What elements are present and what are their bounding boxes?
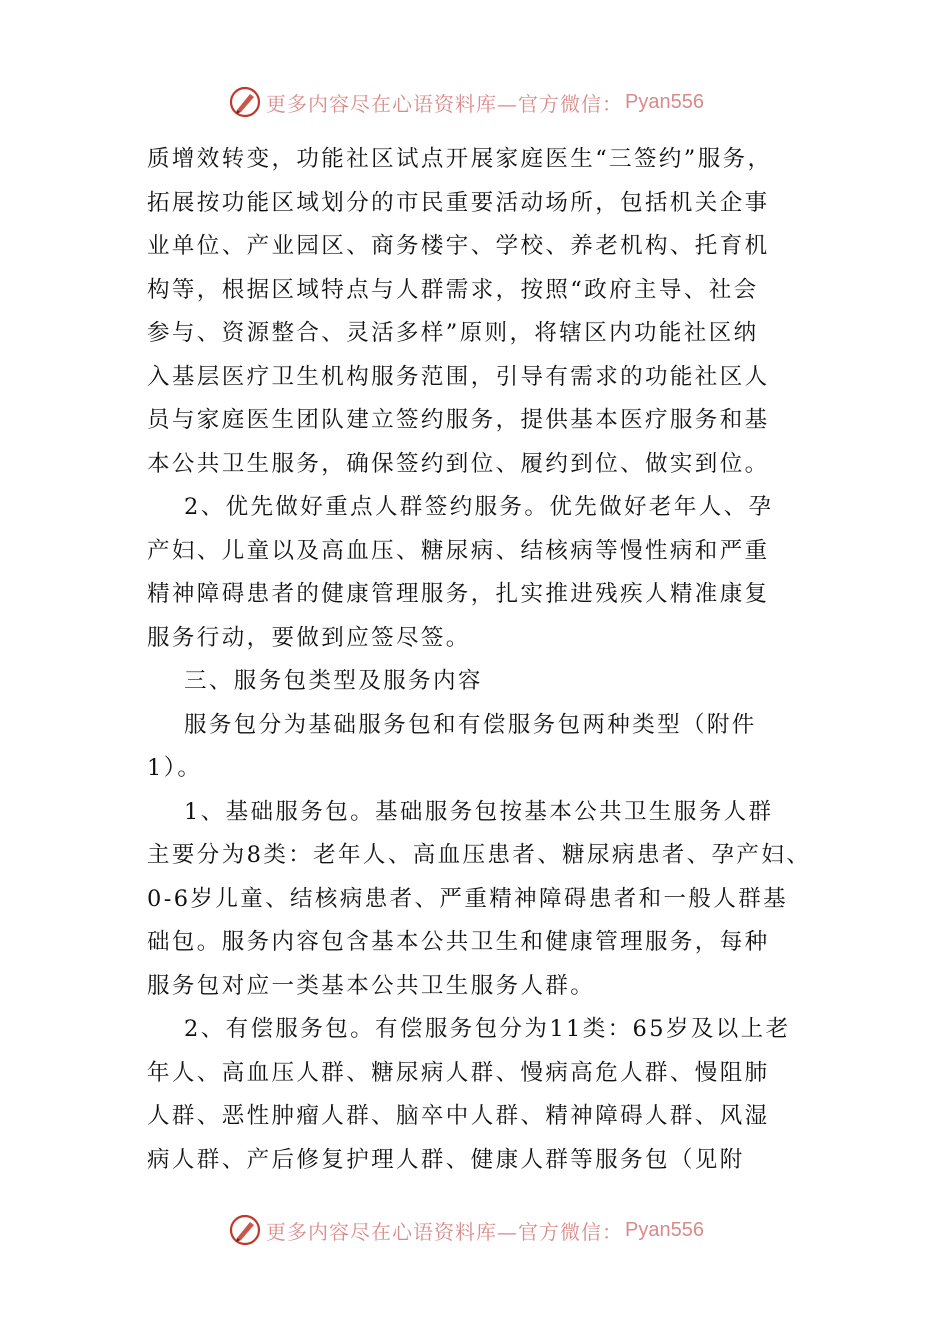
- watermark-wechat-id: Pyan556: [625, 90, 704, 113]
- text-line: 产妇、儿童以及高血压、糖尿病、结核病等慢性病和严重: [147, 537, 770, 564]
- text-line: 拓展按功能区域划分的市民重要活动场所，包括机关企事: [147, 189, 770, 216]
- document-body: [147, 138, 812, 1182]
- text-line: 1）。: [147, 755, 203, 781]
- text-line: 主要分为8类：老年人、高血压患者、糖尿病患者、孕产妇、: [147, 842, 812, 868]
- text-line: 构等，根据区域特点与人群需求，按照“政府主导、社会: [147, 276, 759, 303]
- text-line: 0-6岁儿童、结核病患者、严重精神障碍患者和一般人群基: [147, 885, 789, 912]
- text-line: 服务包对应一类基本公共卫生服务人群。: [147, 972, 596, 999]
- header-watermark: [228, 82, 704, 122]
- paragraph-start-line: 2、优先做好重点人群签约服务。优先做好老年人、孕: [184, 494, 774, 520]
- paragraph-start-line: 1、基础服务包。基础服务包按基本公共卫生服务人群: [184, 798, 774, 825]
- paragraph-start-line: 服务包分为基础服务包和有偿服务包两种类型（附件: [184, 711, 757, 738]
- section-heading: 三、服务包类型及服务内容: [184, 668, 483, 694]
- paragraph-start-line: 2、有偿服务包。有偿服务包分为11类：65岁及以上老: [184, 1016, 791, 1042]
- text-line: 精神障碍患者的健康管理服务，扎实推进残疾人精准康复: [147, 581, 770, 607]
- watermark-text: 更多内容尽在心语资料库—官方微信：: [266, 1219, 623, 1244]
- text-line: 参与、资源整合、灵活多样”原则，将辖区内功能社区纳: [147, 320, 759, 346]
- pen-logo-icon: [228, 1213, 262, 1247]
- text-line: 业单位、产业园区、商务楼宇、学校、养老机构、托育机: [147, 233, 770, 259]
- text-line: 本公共卫生服务，确保签约到位、履约到位、做实到位。: [147, 450, 770, 477]
- pen-logo-icon: [228, 85, 262, 119]
- watermark-text: 更多内容尽在心语资料库—官方微信：: [266, 91, 623, 116]
- text-line: 病人群、产后修复护理人群、健康人群等服务包（见附: [147, 1146, 745, 1173]
- text-line: 员与家庭医生团队建立签约服务，提供基本医疗服务和基: [147, 407, 770, 433]
- text-line: 人群、恶性肿瘤人群、脑卒中人群、精神障碍人群、风湿: [147, 1103, 770, 1129]
- text-line: 础包。服务内容包含基本公共卫生和健康管理服务，每种: [147, 929, 770, 955]
- text-line: 入基层医疗卫生机构服务范围，引导有需求的功能社区人: [147, 363, 770, 390]
- text-line: 质增效转变，功能社区试点开展家庭医生“三签约”服务，: [147, 146, 773, 172]
- text-line: 年人、高血压人群、糖尿病人群、慢病高危人群、慢阻肺: [147, 1059, 770, 1086]
- footer-watermark: [228, 1210, 704, 1250]
- watermark-wechat-id: Pyan556: [625, 1218, 704, 1241]
- text-line: 服务行动，要做到应签尽签。: [147, 624, 471, 651]
